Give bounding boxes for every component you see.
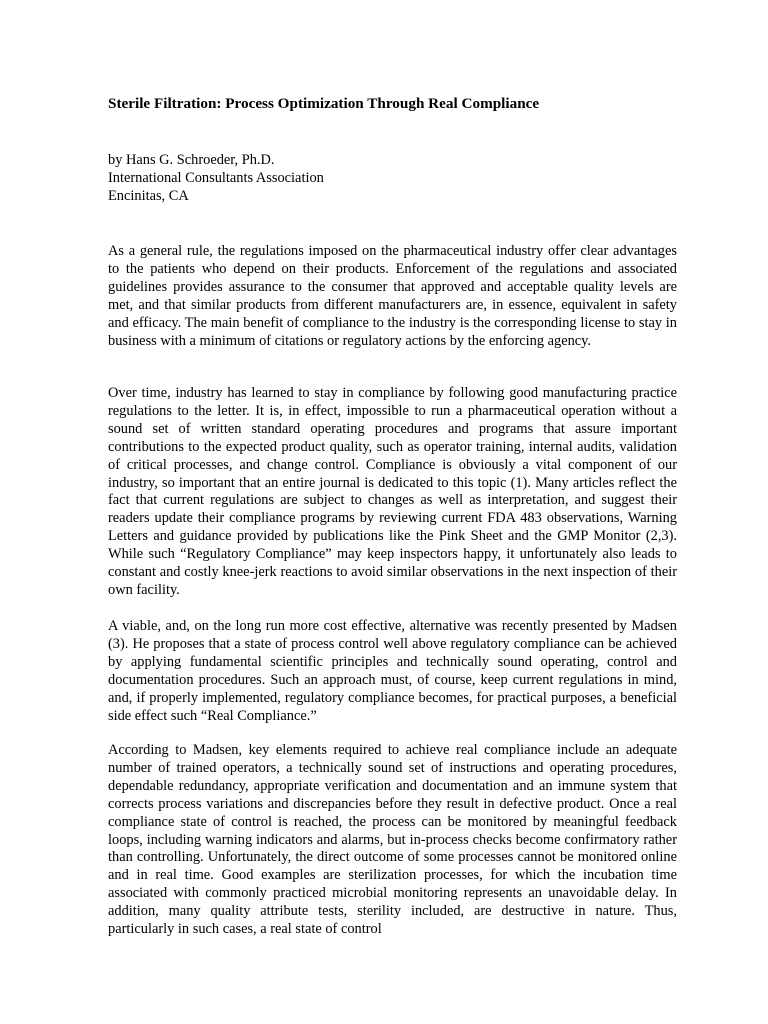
author-affiliation: International Consultants Association [108, 169, 324, 186]
document-title: Sterile Filtration: Process Optimization Through Real Compliance [108, 95, 540, 112]
paragraph-4: According to Madsen, key elements required to achieve real compliance include an adequate number of trained operators, a technically sound set of instructions and operating procedures, dependable redundancy, appropriate verification and documentation and an immune system that corrects process variations and discrepancies before they result in defective product. Once a real compliance state of control is reached, the process can be monitored by meaningful feedback loops, including warning indicators and alarms, but in-process checks become confirmatory rather than controlling. Unfortunately, the direct outcome of some processes cannot be monitored online and in real time. Good examples are sterilization processes, for which the incubation time associated with commonly practiced microbial monitoring represents an unavoidable delay. In addition, many quality attribute tests, sterility included, are destructive in nature. Thus, particularly in such cases, a real state of control [108, 742, 677, 938]
byline [108, 152, 677, 206]
author-location: Encinitas, CA [108, 187, 189, 204]
paragraph-3: A viable, and, on the long run more cost effective, alternative was recently presented by Madsen (3). He proposes that a state of process control well above regulatory compliance can be achieved by applying fundamental scientific principles and technically sound operating, control and documentation procedures. Such an approach must, of course, keep current regulations in mind, and, if properly implemented, regulatory compliance becomes, for practical purposes, a beneficial side effect such “Real Compliance.” [108, 618, 677, 724]
paragraph-2: Over time, industry has learned to stay in compliance by following good manufacturing practice regulations to the letter. It is, in effect, impossible to run a pharmaceutical operation without a sound set of written standard operating procedures and programs that assure important contributions to the expected product quality, such as operator training, internal audits, validation of critical processes, and change control. Compliance is obviously a vital component of our industry, so important that an entire journal is dedicated to this topic (1). Many articles reflect the fact that current regulations are subject to changes as well as interpretation, and suggest their readers update their compliance programs by reviewing current FDA 483 observations, Warning Letters and guidance provided by publications like the Pink Sheet and the GMP Monitor (2,3). While such “Regulatory Compliance” may keep inspectors happy, it unfortunately also leads to constant and costly knee-jerk reactions to avoid similar observations in the next inspection of their own facility. [108, 385, 677, 598]
author-name: by Hans G. Schroeder, Ph.D. [108, 152, 275, 168]
paragraph-1: As a general rule, the regulations imposed on the pharmaceutical industry offer clear advantages to the patients who depend on their products. Enforcement of the regulations and associated guidelines provides assurance to the consumer that approved and acceptable quality levels are met, and that similar products from different manufacturers are, in essence, equivalent in safety and efficacy. The main benefit of compliance to the industry is the corresponding license to stay in business with a minimum of citations or regulatory actions by the enforcing agency. [108, 243, 677, 349]
